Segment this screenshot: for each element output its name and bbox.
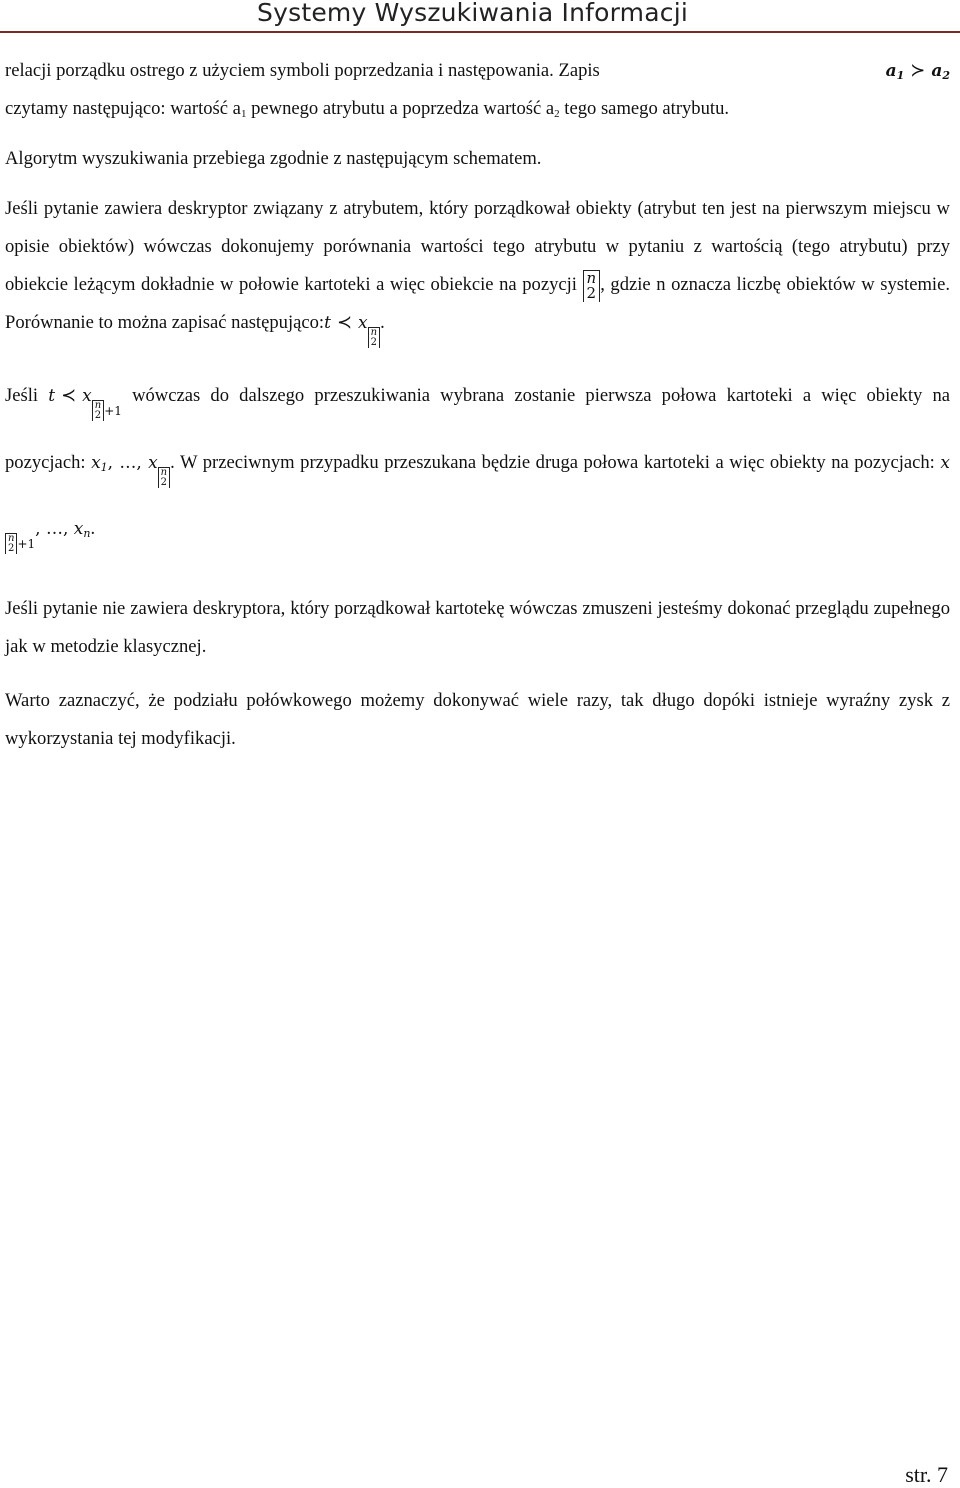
ceil-fraction — [583, 270, 601, 302]
frac-denominator: 2 — [160, 477, 168, 489]
math-var: x — [940, 453, 950, 473]
math-var: x — [148, 453, 158, 473]
subscript: 2 — [554, 108, 560, 120]
frac-denominator: 2 — [586, 283, 597, 302]
text-fragment: . — [90, 518, 96, 539]
paragraph-full-scan — [5, 590, 950, 666]
text-fragment: wówczas do dalszego przeszukiwania wybrana zostanie pierwsza połowa kartoteki a więc obiekty na pozycjach: — [5, 385, 950, 473]
subscript-plus: +1 — [17, 537, 36, 551]
ceil-subscript — [158, 467, 170, 488]
math-ellipsis: , …, — [107, 453, 149, 473]
paragraph-comparison — [5, 190, 950, 356]
math-ellipsis: , …, — [35, 519, 74, 539]
ceil-subscript — [368, 327, 380, 348]
text-fragment: Jeśli pytanie zawiera deskryptor związany z atrybutem, który porządkował obiekty (atrybut ten jest na pierwszym miejscu w opisie obiektów) wówczas dokonujemy porównania wartości tego atrybutu w pytaniu z wartością (tego atrybutu) przy obiekcie leżącym dokładnie w połowie kartoteki a więc obiekcie na pozycji — [5, 198, 950, 295]
math-operator: ≺ — [61, 385, 77, 406]
text-fragment: pewnego atrybutu a poprzedza wartość a — [246, 98, 555, 119]
math-var: x — [358, 313, 368, 333]
text-fragment: czytamy następująco: wartość a — [5, 98, 241, 119]
header-rule — [0, 31, 960, 33]
text-fragment: Warto zaznaczyć, że podziału połówkowego możemy dokonywać wiele razy, tak długo dopóki istnieje wyraźny zysk z wykorzystania tej modyfikacji. — [5, 690, 950, 749]
ceil-subscript — [5, 533, 17, 554]
frac-numerator: n — [370, 327, 378, 339]
math-sub: 2 — [942, 69, 950, 82]
header-title: Systemy Wyszukiwania Informacji — [257, 0, 688, 27]
math-var: t — [324, 313, 331, 333]
frac-denominator: 2 — [8, 543, 15, 555]
math-var: a — [931, 61, 943, 81]
paragraph-algorithm-intro — [5, 140, 950, 178]
text-fragment: . — [380, 312, 385, 333]
text-fragment: . W przeciwnym przypadku przeszukana będzie druga połowa kartoteki a więc obiekty na pozycjach: — [170, 452, 935, 473]
math-sub: 1 — [100, 461, 108, 474]
math-var: x — [73, 519, 84, 539]
page-number: str. 7 — [905, 1462, 948, 1487]
frac-numerator: n — [586, 268, 597, 287]
frac-denominator: 2 — [94, 410, 102, 422]
paragraph-relation-notation — [5, 52, 950, 128]
text-fragment: relacji porządku ostrego z użyciem symboli poprzedzania i następowania. Zapis — [5, 60, 600, 81]
document-body — [5, 52, 950, 758]
frac-numerator: n — [94, 400, 102, 412]
frac-numerator: n — [160, 467, 168, 479]
math-operator: ≻ — [910, 60, 926, 81]
math-var: x — [82, 386, 92, 406]
paragraph-repeated-halving — [5, 682, 950, 758]
page-header — [0, 0, 960, 40]
subscript: 1 — [240, 108, 247, 120]
math-operator: ≺ — [336, 312, 353, 333]
paragraph-half-selection — [5, 370, 950, 570]
text-fragment: Jeśli pytanie nie zawiera deskryptora, który porządkował kartotekę wówczas zmuszeni jesteśmy dokonać przeglądu zupełnego jak w metodzie klasycznej. — [5, 598, 950, 657]
math-sub: n — [83, 527, 91, 540]
math-var: x — [91, 453, 101, 473]
math-sub: 1 — [896, 69, 905, 82]
text-fragment: , gdzie n oznacza liczbę obiektów w systemie. Porównanie to można zapisać następująco: — [5, 274, 950, 333]
text-fragment: Algorytm wyszukiwania przebiega zgodnie z następującym schematem. — [5, 148, 542, 169]
subscript-plus: +1 — [104, 404, 122, 418]
math-var: a — [885, 61, 897, 81]
frac-denominator: 2 — [370, 337, 377, 349]
math-var: t — [48, 386, 56, 406]
frac-numerator: n — [8, 533, 15, 545]
text-fragment: Jeśli — [5, 385, 39, 406]
relation-formula — [886, 52, 950, 90]
text-fragment: tego samego atrybutu. — [559, 98, 730, 119]
ceil-subscript — [92, 400, 104, 421]
